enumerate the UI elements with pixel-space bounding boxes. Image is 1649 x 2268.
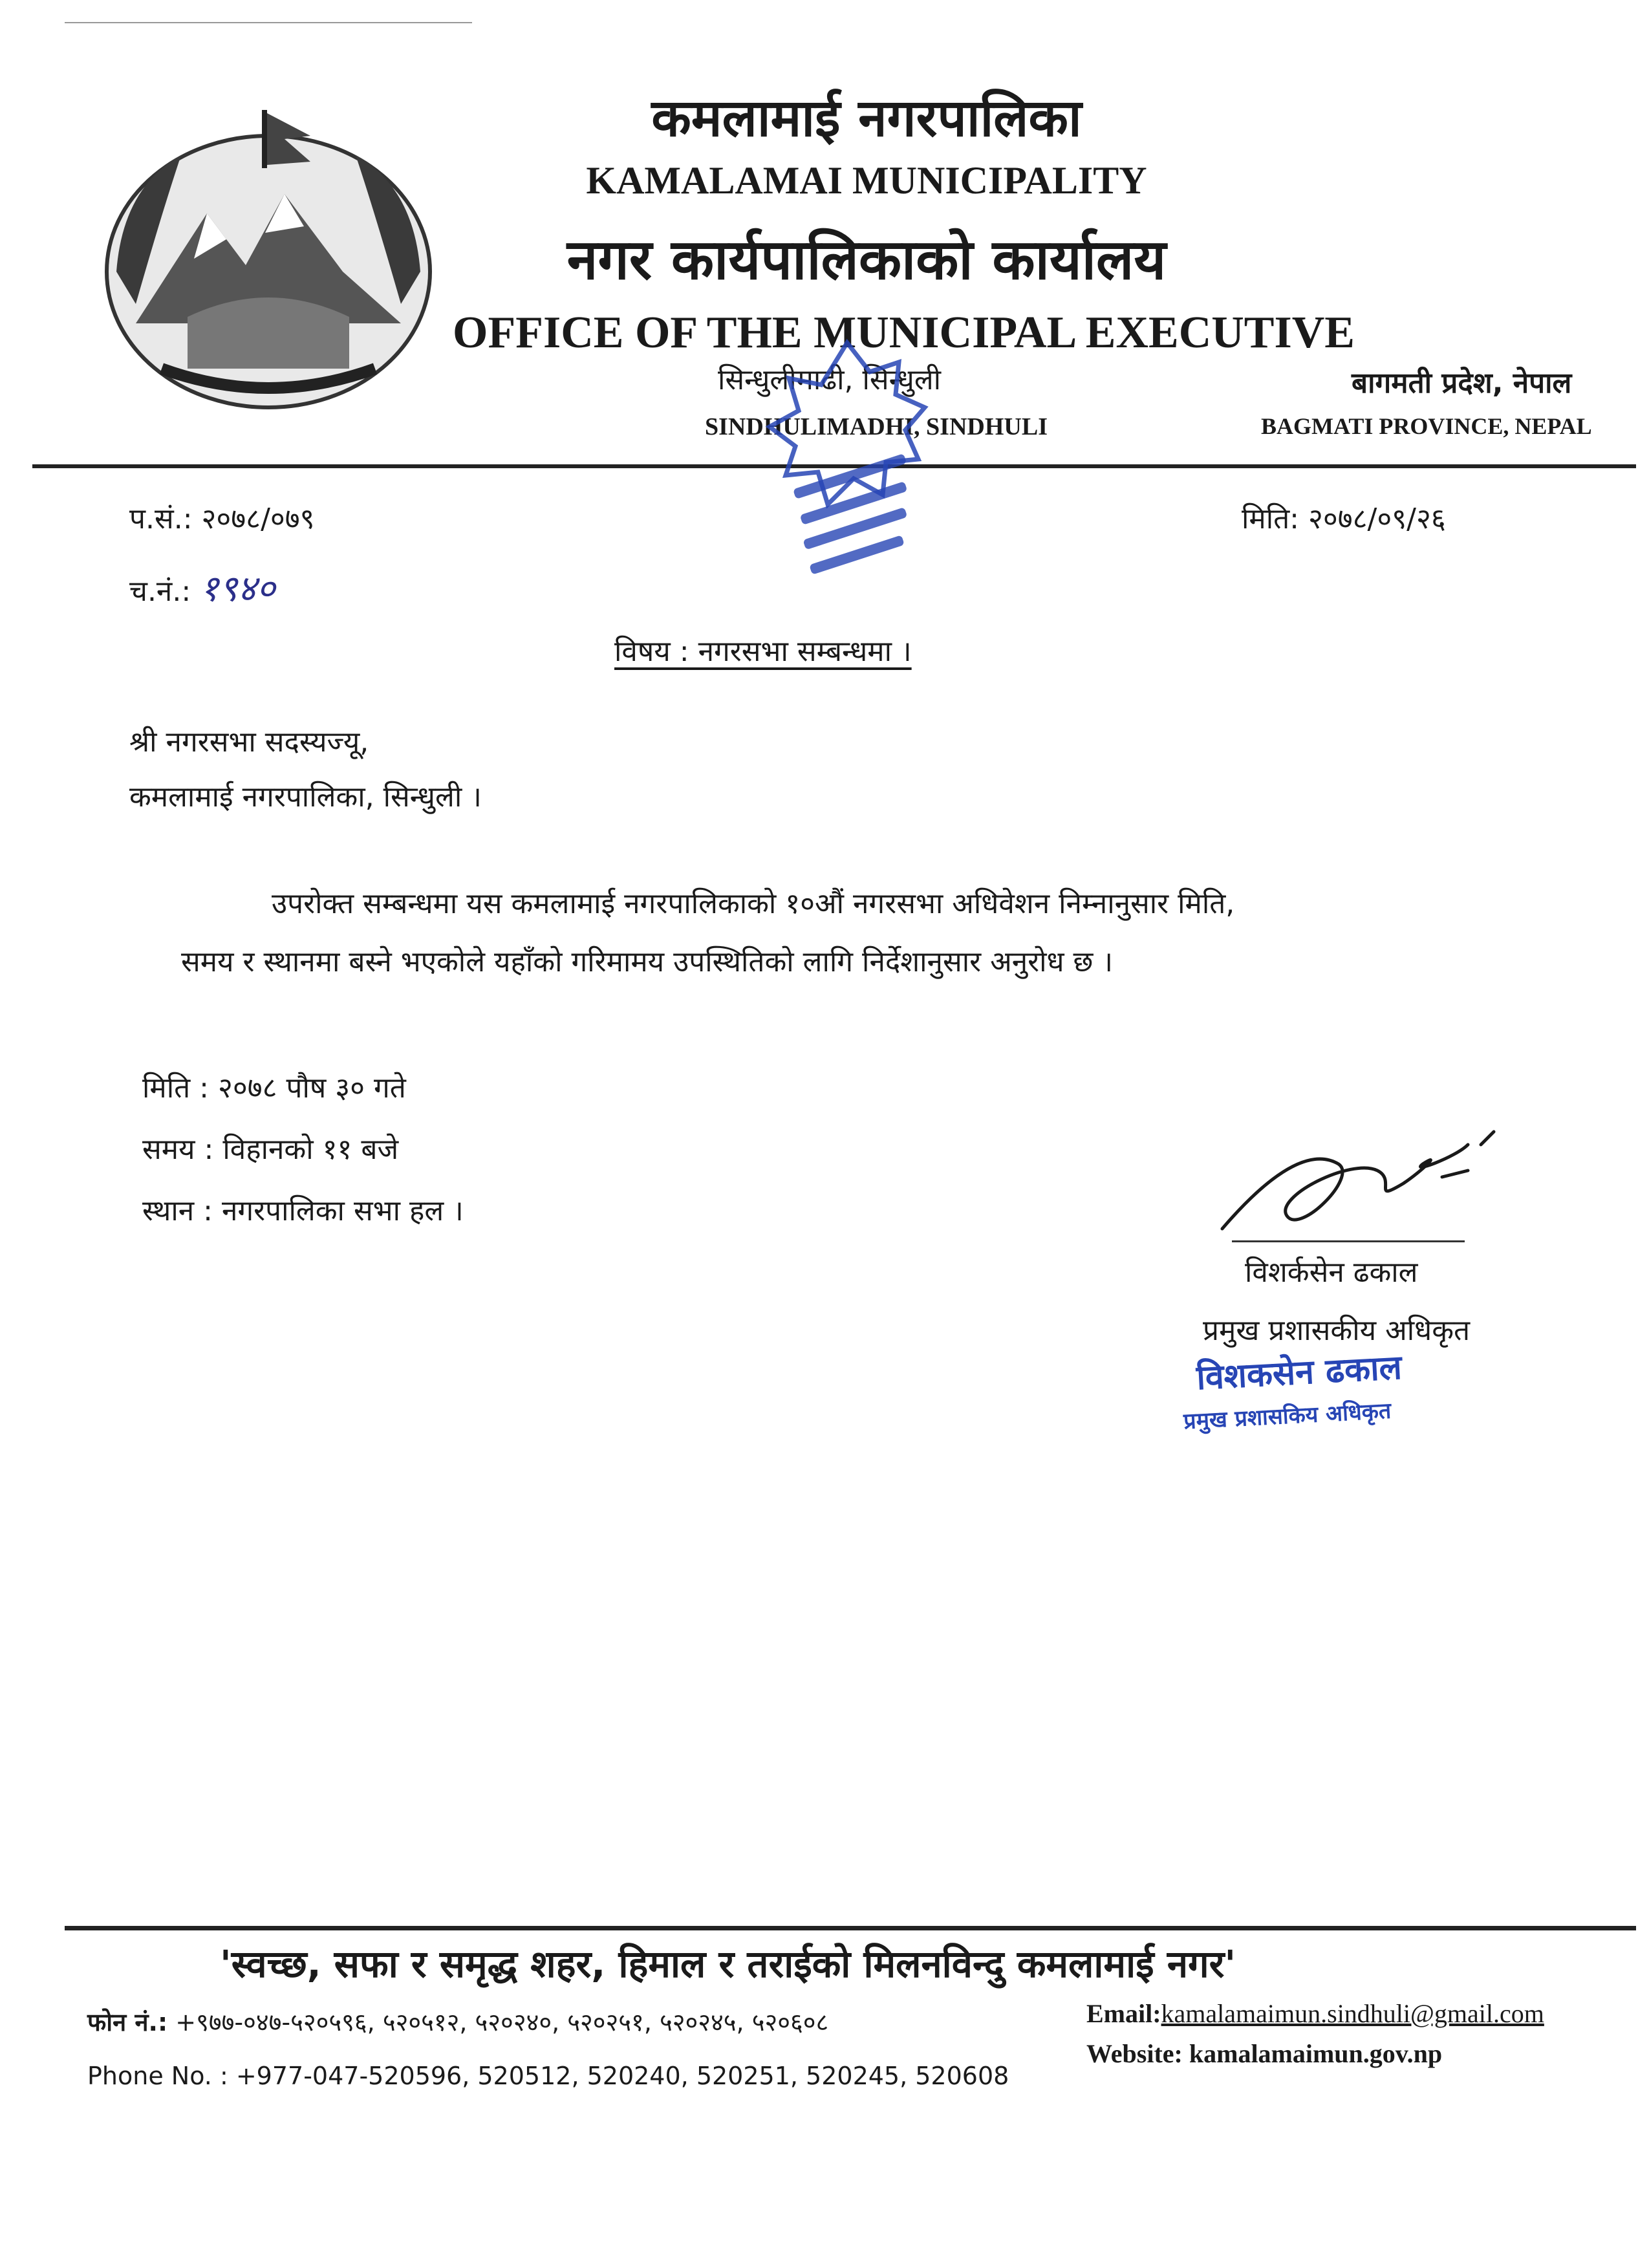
body-paragraph-line-1: उपरोक्त सम्बन्धमा यस कमलामाई नगरपालिकाको १०औं नगरसभा अधिवेशन निम्नानुसार मिति,: [272, 887, 1235, 920]
addressee-line-2: कमलामाई नगरपालिका, सिन्धुली ।: [129, 781, 482, 814]
name-stamp: विशकसेन ढकाल: [1195, 1348, 1403, 1398]
title-stamp: प्रमुख प्रशासकिय अधिकृत: [1183, 1398, 1392, 1435]
address-nepali: सिन्धुलीमाढी, सिन्धुली: [718, 363, 942, 396]
meeting-place: स्थान : नगरपालिका सभा हल ।: [142, 1194, 464, 1227]
body-paragraph-line-2: समय र स्थानमा बस्ने भएकोले यहाँको गरिमामय उपस्थितिको लागि निर्देशानुसार अनुरोध छ ।: [181, 945, 1114, 978]
footer-email: [1086, 1998, 1544, 2029]
meeting-time: समय : विहानको ११ बजे: [142, 1133, 399, 1166]
footer-website: [1086, 2038, 1442, 2069]
letter-subject: विषय : नगरसभा सम्बन्धमा ।: [614, 635, 912, 668]
address-english: SINDHULIMADHI, SINDHULI: [705, 413, 1048, 440]
letter-date-value: २०७८/०९/२६: [1308, 502, 1446, 535]
phone-nepali-value: +९७७-०४७-५२०५९६, ५२०५१२, ५२०२४०, ५२०२५१, ५२०२४५, ५२०६०८: [175, 2008, 829, 2036]
email-link[interactable]: kamalamaimun.sindhuli@gmail.com: [1161, 1999, 1544, 2028]
phone-nepali: [87, 2005, 828, 2038]
phone-nepali-label: फोन नं.:: [87, 2008, 168, 2036]
letter-date-label: मिति:: [1242, 502, 1300, 535]
reference-number-value: २०७८/०७९: [201, 502, 315, 535]
office-name-english: OFFICE OF THE MUNICIPAL EXECUTIVE: [453, 308, 1355, 358]
province-nepali: बागमती प्रदेश, नेपाल: [1352, 367, 1572, 400]
signature-icon: [1209, 1106, 1507, 1248]
meeting-date: मिति : २०७८ पौष ३० गते: [142, 1072, 406, 1105]
signatory-name: विशर्कसेन ढकाल: [1245, 1256, 1418, 1289]
signatory-title: प्रमुख प्रशासकीय अधिकृत: [1203, 1314, 1471, 1347]
footer-slogan: 'स्वच्छ, सफा र समृद्ध शहर, हिमाल र तराईको मिलनविन्दु कमलामाई नगर': [220, 1942, 1236, 1986]
municipality-name-nepali: कमलामाई नगरपालिका: [651, 88, 1082, 148]
dispatch-number: [129, 563, 275, 612]
scan-mark: [65, 22, 472, 23]
signature-line: [1232, 1240, 1465, 1242]
addressee-line-1: श्री नगरसभा सदस्यज्यू,: [129, 726, 369, 759]
footer-divider: [65, 1926, 1636, 1930]
reference-number-label: प.सं.:: [129, 502, 193, 535]
province-english: BAGMATI PROVINCE, NEPAL: [1261, 413, 1592, 439]
phone-english: Phone No. : +977-047-520596, 520512, 520240, 520251, 520245, 520608: [87, 2062, 1009, 2090]
nepal-emblem-icon: [97, 110, 440, 414]
office-stamp-icon: [724, 323, 970, 589]
website-link[interactable]: kamalamaimun.gov.np: [1189, 2039, 1443, 2068]
municipality-name-english: KAMALAMAI MUNICIPALITY: [586, 159, 1147, 202]
email-label: Email:: [1086, 1999, 1161, 2028]
letter-date: [1242, 498, 1446, 537]
office-name-nepali: नगर कार्यपालिकाको कार्यालय: [566, 228, 1167, 292]
dispatch-number-value: १९४०: [200, 568, 275, 610]
reference-number: [129, 498, 315, 537]
dispatch-number-label: च.नं.:: [129, 575, 191, 608]
website-label: Website:: [1086, 2039, 1183, 2068]
